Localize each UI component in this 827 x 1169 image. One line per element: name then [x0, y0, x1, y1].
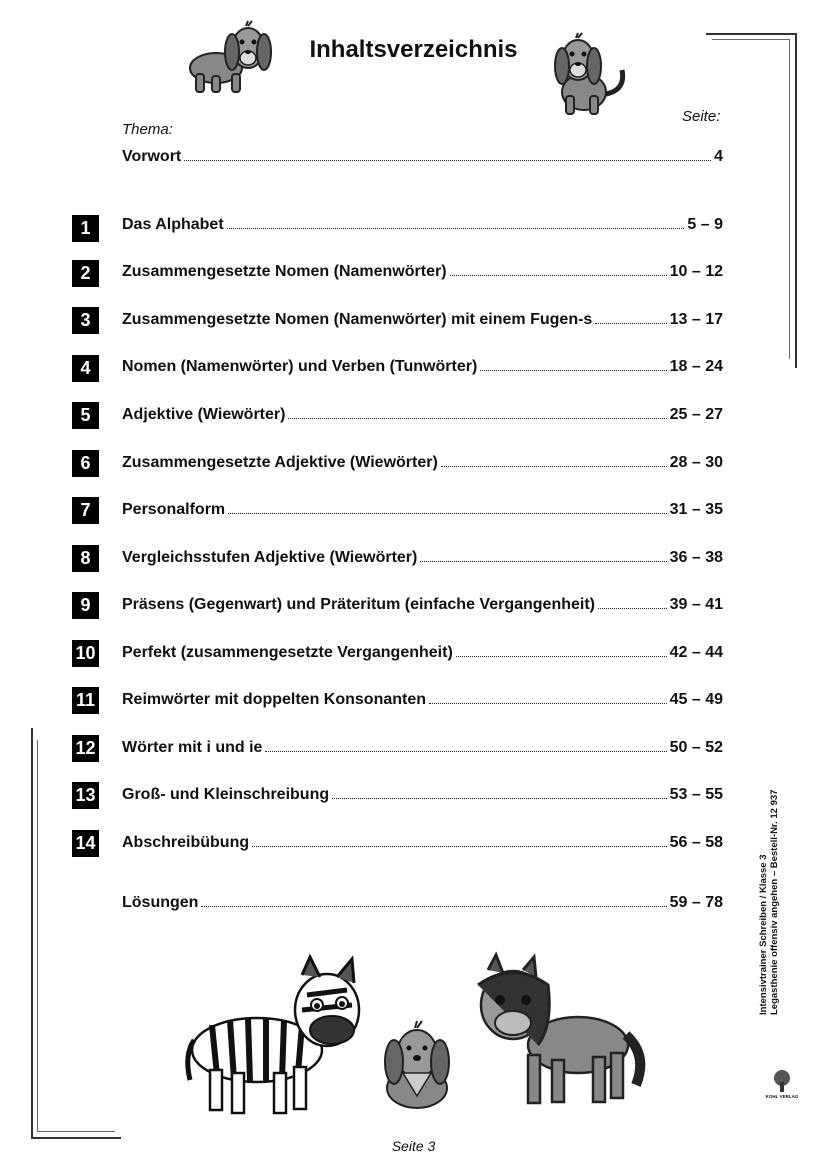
leader-dots	[265, 737, 666, 752]
toc-row-loesungen	[122, 892, 723, 914]
chapter-number-badge: 13	[72, 782, 99, 809]
toc-row	[122, 309, 723, 331]
chapter-number-badge: 11	[72, 687, 99, 714]
toc-row	[122, 356, 723, 378]
toc-pages: 18 – 24	[669, 358, 723, 375]
chapter-number-badge: 3	[72, 307, 99, 334]
toc-label: Groß- und Kleinschreibung	[122, 786, 330, 803]
leader-dots	[252, 832, 667, 847]
leader-dots	[441, 452, 667, 467]
toc-pages: 28 – 30	[669, 454, 723, 471]
toc-pages: 31 – 35	[669, 501, 723, 518]
toc-row-vorwort	[122, 146, 723, 168]
toc-row	[122, 594, 723, 616]
toc-row	[122, 689, 723, 711]
toc-row	[122, 452, 723, 474]
frame-line	[789, 39, 790, 359]
toc-label: Abschreibübung	[122, 834, 250, 851]
topic-column-label: Thema:	[122, 121, 173, 138]
leader-dots	[595, 309, 666, 324]
toc-row	[122, 547, 723, 569]
toc-row	[122, 832, 723, 854]
toc-row	[122, 784, 723, 806]
chapter-number-badge: 4	[72, 355, 99, 382]
leader-dots	[598, 594, 667, 609]
leader-dots	[227, 214, 685, 229]
frame-line	[31, 728, 33, 1138]
chapter-number-badge: 9	[72, 592, 99, 619]
leader-dots	[480, 356, 666, 371]
leader-dots	[450, 261, 667, 276]
page-column-label: Seite:	[682, 108, 721, 125]
toc-label: Das Alphabet	[122, 216, 224, 233]
page-title: Inhaltsverzeichnis	[309, 36, 518, 63]
leader-dots	[332, 784, 667, 799]
toc-label: Reimwörter mit doppelten Konsonanten	[122, 691, 427, 708]
sitting-dog-illustration	[376, 1018, 458, 1110]
toc-label: Präsens (Gegenwart) und Präteritum (einfache Vergangenheit)	[122, 596, 595, 613]
page-footer: Seite 3	[391, 1138, 436, 1154]
toc-row	[122, 642, 723, 664]
leader-dots	[456, 642, 667, 657]
toc-pages: 13 – 17	[669, 311, 723, 328]
publication-subtitle: Legasthenie offensiv angehen – Bestell-Nr. 12 937	[769, 789, 780, 1015]
frame-line	[795, 33, 797, 368]
toc-pages: 50 – 52	[669, 739, 723, 756]
toc-label: Wörter mit i und ie	[122, 739, 263, 756]
frame-line	[37, 1131, 115, 1132]
chapter-number-badge: 6	[72, 450, 99, 477]
toc-pages: 56 – 58	[669, 834, 723, 851]
chapter-number-badge: 12	[72, 735, 99, 762]
toc-pages: 5 – 9	[687, 216, 723, 233]
toc-row	[122, 261, 723, 283]
toc-label: Adjektive (Wiewörter)	[122, 406, 286, 423]
leader-dots	[228, 499, 666, 514]
toc-label: Personalform	[122, 501, 226, 518]
toc-row	[122, 499, 723, 521]
dog-illustration-right	[550, 30, 632, 116]
toc-label: Vorwort	[122, 148, 182, 165]
publisher-logo	[765, 1068, 799, 1100]
leader-dots	[201, 892, 666, 907]
publication-info	[758, 790, 780, 1015]
leader-dots	[288, 404, 666, 419]
toc-label: Perfekt (zusammengesetzte Vergangenheit)	[122, 644, 453, 661]
leader-dots	[420, 547, 666, 562]
chapter-number-badge: 8	[72, 545, 99, 572]
leader-dots	[429, 689, 667, 704]
chapter-number-badge: 10	[72, 640, 99, 667]
toc-label: Lösungen	[122, 894, 199, 911]
publication-title: Intensivtrainer Schreiben / Klasse 3	[758, 854, 769, 1015]
frame-line	[37, 740, 38, 1132]
publisher-name: KOHL VERLAG	[765, 1094, 799, 1099]
chapter-number-badge: 1	[72, 215, 99, 242]
chapter-number-badge: 14	[72, 830, 99, 857]
toc-pages: 4	[714, 148, 723, 165]
toc-row	[122, 404, 723, 426]
toc-pages: 10 – 12	[669, 263, 723, 280]
chapter-number-badge: 5	[72, 402, 99, 429]
toc-label: Nomen (Namenwörter) und Verben (Tunwörter)	[122, 358, 478, 375]
toc-pages: 42 – 44	[669, 644, 723, 661]
chapter-number-badge: 7	[72, 497, 99, 524]
toc-pages: 59 – 78	[669, 894, 723, 911]
frame-line	[706, 33, 796, 35]
toc-pages: 39 – 41	[669, 596, 723, 613]
chapter-number-badge: 2	[72, 260, 99, 287]
toc-pages: 25 – 27	[669, 406, 723, 423]
toc-label: Zusammengesetzte Nomen (Namenwörter)	[122, 263, 447, 280]
toc-label: Zusammengesetzte Nomen (Namenwörter) mit einem Fugen-s	[122, 311, 593, 328]
toc-label: Vergleichsstufen Adjektive (Wiewörter)	[122, 549, 418, 566]
toc-label: Zusammengesetzte Adjektive (Wiewörter)	[122, 454, 438, 471]
toc-row	[122, 737, 723, 759]
horse-illustration	[468, 955, 648, 1110]
toc-pages: 45 – 49	[669, 691, 723, 708]
toc-pages: 53 – 55	[669, 786, 723, 803]
leader-dots	[184, 146, 711, 161]
toc-row	[122, 214, 723, 236]
zebra-illustration	[182, 955, 367, 1120]
toc-pages: 36 – 38	[669, 549, 723, 566]
